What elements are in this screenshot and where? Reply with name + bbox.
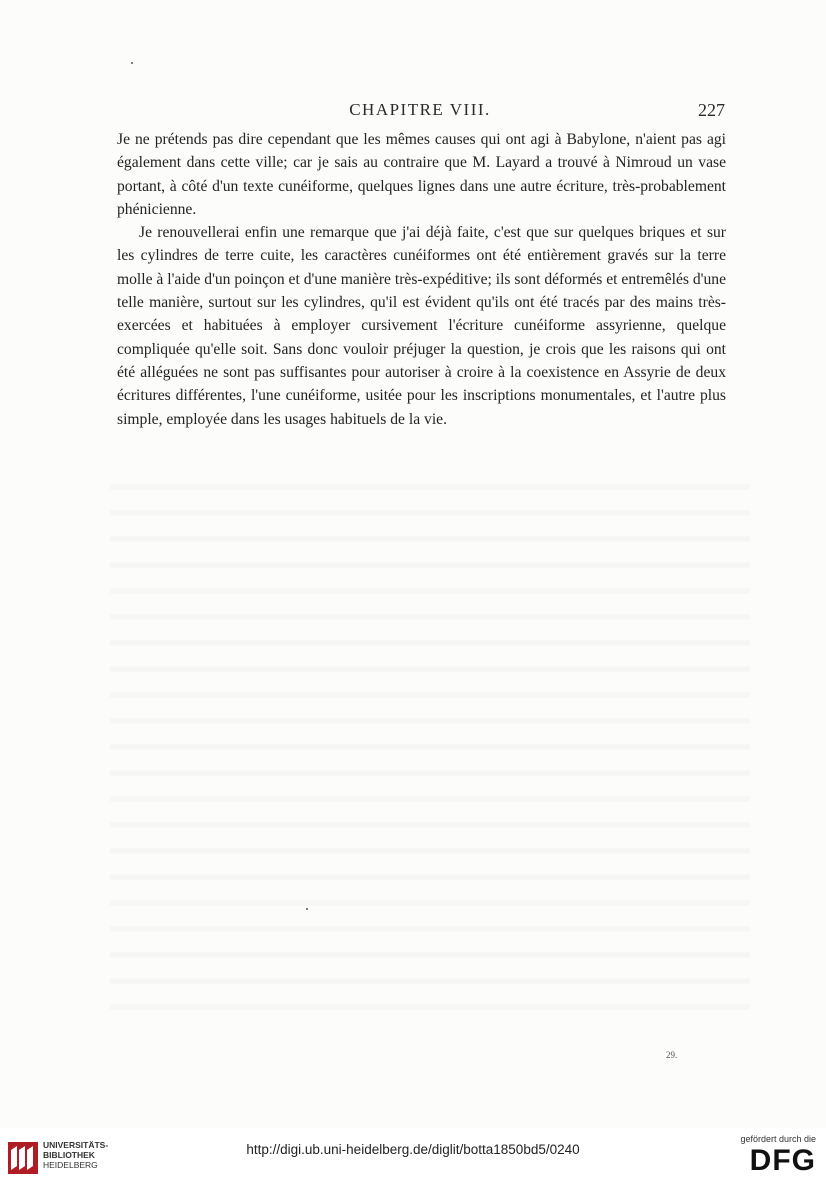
paragraph-2: Je renouvellerai enfin une remarque que j'ai déjà faite, c'est que sur quelques briques et sur les cylindres de terre cuite, les caractères cunéiformes ont été entièrement gravés sur la terre molle à l'aide d'un poinçon et d'une manière très-expéditive; ils sont déformés et entremêlés d'une telle manière, surtout sur les cylindres, qu'il est évident qu'ils ont été tracés par des mains très-exercées et habituées à employer cursivement l'écriture cunéiforme assyrienne, quelque compliquée qu'elle soit. Sans donc vouloir préjuger la question, je crois que les raisons qui ont été alléguées ne sont pas suffisantes pour autoriser à croire à la coexistence en Assyrie de deux écritures différentes, l'une cunéiforme, usitée pour les inscriptions monumentales, et l'autre plus simple, employée dans les usages habituels de la vie. bbox=[117, 224, 726, 428]
running-title: CHAPITRE VIII. bbox=[349, 100, 491, 119]
page-header bbox=[115, 100, 725, 124]
paragraph-1: Je ne prétends pas dire cependant que les mêmes causes qui ont agi à Babylone, n'aient pas agi également dans cette ville; car je sais au contraire que M. Layard a trouvé à Nimroud un vase portant, à côté d'un texte cunéiforme, quelques lignes dans une autre écriture, très-probablement phénicienne. bbox=[117, 131, 726, 218]
library-name-line1: UNIVERSITÄTS- bbox=[43, 1140, 109, 1150]
speck-mark bbox=[131, 62, 133, 64]
signature-mark: 29. bbox=[666, 1050, 678, 1060]
document-url-link[interactable]: http://digi.ub.uni-heidelberg.de/diglit/botta1850bd5/0240 bbox=[246, 1142, 580, 1157]
speck-mark bbox=[306, 908, 308, 910]
body-text bbox=[117, 128, 726, 431]
dfg-wordmark: DFG bbox=[749, 1144, 816, 1177]
funded-by-text: gefördert durch die bbox=[740, 1134, 816, 1144]
footer-bar bbox=[0, 1128, 826, 1188]
library-city: HEIDELBERG bbox=[43, 1160, 98, 1170]
page-number: 227 bbox=[698, 100, 725, 120]
dfg-logo[interactable] bbox=[721, 1134, 816, 1176]
library-name-line2: BIBLIOTHEK bbox=[43, 1150, 95, 1160]
